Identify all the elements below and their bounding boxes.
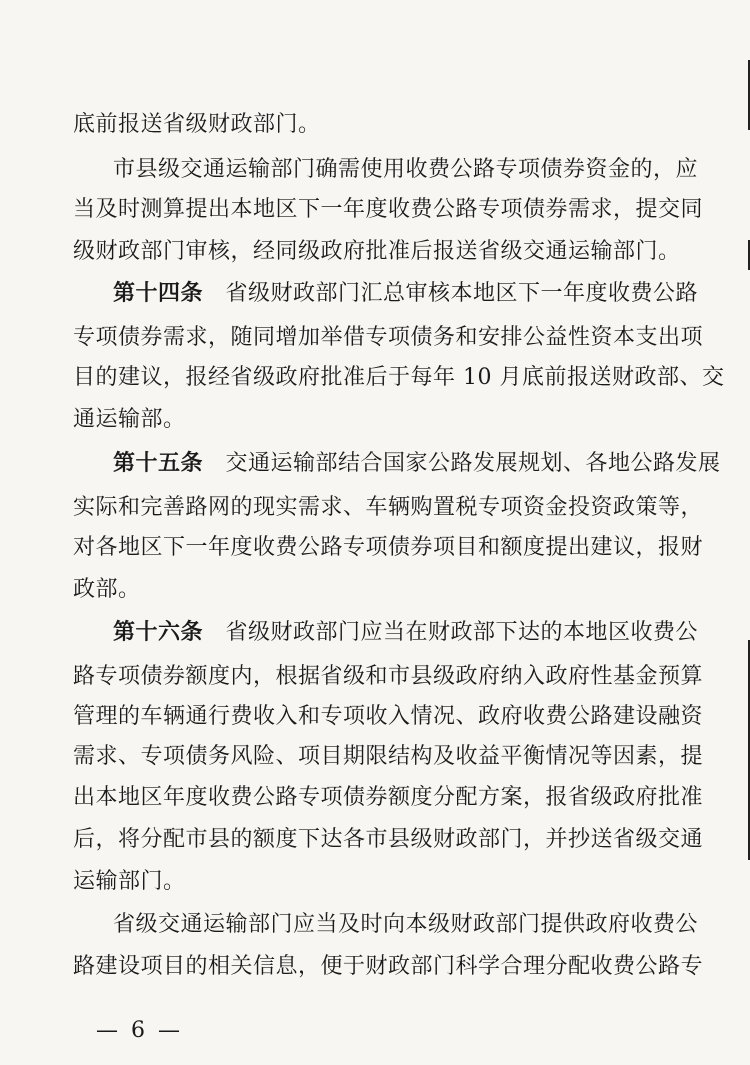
line-text: 底前报送省级财政部门。 (73, 112, 321, 137)
line-text: 实际和完善路网的现实需求、车辆购置税专项资金投资政策等， (73, 495, 704, 520)
text-line (113, 443, 750, 483)
text-line (73, 105, 750, 145)
text-line (73, 528, 750, 568)
line-text: 管理的车辆通行费收入和专项收入情况、政府收费公路建设融资 (73, 704, 704, 729)
page-number: — 6 — (96, 1018, 183, 1043)
article-heading: 第十五条 (113, 450, 204, 476)
line-text: 需求、专项债务风险、项目期限结构及收益平衡情况等因素，提 (73, 744, 704, 769)
line-text: 当及时测算提出本地区下一年度收费公路专项债券需求，提交同 (73, 197, 704, 222)
line-text: 市县级交通运输部门确需使用收费公路专项债券资金的，应 (113, 157, 699, 182)
text-line (73, 820, 750, 860)
text-line (73, 190, 750, 230)
text-line (73, 488, 750, 528)
text-line (73, 400, 750, 440)
text-line (73, 570, 750, 610)
spacer (203, 451, 226, 476)
line-text: 目的建议，报经省级政府批准后于每年 10 月底前报送财政部、交 (73, 365, 725, 390)
text-line (73, 318, 750, 358)
spacer (203, 281, 226, 306)
text-line (113, 612, 750, 652)
line-text: 级财政部门审核，经同级政府批准后报送省级交通运输部门。 (73, 239, 681, 264)
text-line (113, 905, 750, 945)
line-text: 省级财政部门应当在财政部下达的本地区收费公 (225, 620, 699, 645)
line-text: 省级财政部门汇总审核本地区下一年度收费公路 (225, 281, 699, 306)
line-text: 运输部门。 (73, 869, 186, 894)
line-text: 路专项债券额度内，根据省级和市县级政府纳入政府性基金预算 (73, 664, 704, 689)
text-line (73, 778, 750, 818)
text-line (113, 150, 750, 190)
article-heading: 第十六条 (113, 619, 204, 645)
line-text: 政部。 (73, 577, 141, 602)
text-line (73, 862, 750, 902)
text-line (73, 657, 750, 697)
text-line (73, 358, 750, 398)
line-text: 后，将分配市县的额度下达各市县级财政部门，并抄送省级交通 (73, 827, 704, 852)
text-line (73, 947, 750, 987)
line-text: 专项债券需求，随同增加举借专项债务和安排公益性资本支出项 (73, 325, 704, 350)
line-text: 出本地区年度收费公路专项债券额度分配方案，报省级政府批准 (73, 785, 704, 810)
line-text: 对各地区下一年度收费公路专项债券项目和额度提出建议，报财 (73, 535, 704, 560)
spacer (203, 620, 226, 645)
text-line (73, 737, 750, 777)
article-heading: 第十四条 (113, 280, 204, 306)
text-line (73, 232, 750, 272)
line-text: 路建设项目的相关信息，便于财政部门科学合理分配收费公路专 (73, 954, 704, 979)
line-text: 省级交通运输部门应当及时向本级财政部门提供政府收费公 (113, 912, 699, 937)
text-line (73, 697, 750, 737)
line-text: 交通运输部结合国家公路发展规划、各地公路发展 (225, 451, 721, 476)
text-line (113, 273, 750, 313)
line-text: 通运输部。 (73, 407, 186, 432)
